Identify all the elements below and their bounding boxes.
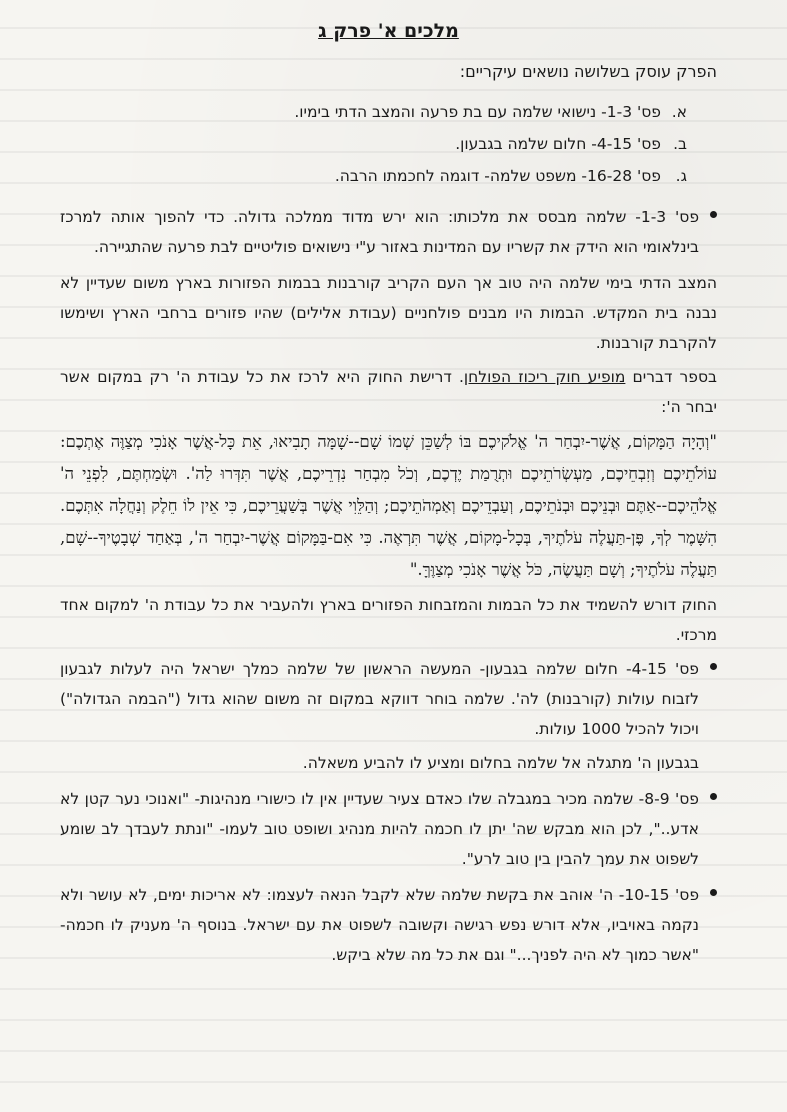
bullet-icon xyxy=(710,889,717,896)
bullet-icon xyxy=(710,211,717,218)
topic-text: פס' 4-15- חלום שלמה בגבעון. xyxy=(455,135,661,153)
topic-item xyxy=(60,128,687,160)
religious-state-paragraph: המצב הדתי בימי שלמה היה טוב אך העם הקריב קורבנות בבמות הפזורות בארץ משום שעדיין לא נבנה בית המקדש. הבמות היו מבנים פולחניים (עבודת אלילים) שהיו פזורים ברחבי הארץ ושימשו להקרבת קורבנות. xyxy=(60,274,717,352)
law-paragraph xyxy=(60,362,717,422)
topic-text: פס' 1-3- נישואי שלמה עם בת פרעה והמצב הדתי בימיו. xyxy=(294,103,661,121)
bullet-icon xyxy=(710,663,717,670)
topic-text: פס' 16-28- משפט שלמה- דוגמה לחכמתו הרבה. xyxy=(334,167,661,185)
section-paragraph: בגבעון ה' מתגלה אל שלמה בחלום ומציע לו להביע משאלה. xyxy=(302,754,699,772)
law-text-start: בספר דברים xyxy=(625,368,717,386)
topics-list xyxy=(60,96,717,192)
topic-mark: א. xyxy=(671,103,687,121)
section-reward xyxy=(60,880,717,970)
bullet-icon xyxy=(710,793,717,800)
law-text-end: . דרישת החוק היא לרכז את כל עבודת ה' רק במקום אשר יבחר ה': xyxy=(60,368,717,416)
section-paragraph: פס' 4-15- חלום שלמה בגבעון- המעשה הראשון של שלמה כמלך ישראל היה לעלות לגבעון לזבוח עולות (קורבנות) לה'. שלמה בוחר דווקא במקום זה משום שהוא גדול ("הבמה הגדולה") ויכול להכיל 1000 עולות. xyxy=(60,660,699,738)
law-conclusion: החוק דורש להשמיד את כל הבמות והמזבחות הפזורים בארץ ולהעביר את כל עבודת ה' למקום אחד מרכזי. xyxy=(60,596,717,644)
section-dream xyxy=(60,654,717,778)
scripture-quote: "וְהָיָה הַמָּקוֹם, אֲשֶׁר-יִבְחַר ה' אֱלֹקיכֶם בּוֹ לְשַׁכֵּן שְׁמוֹ שָׁם--שָׁמָּה תָבִיאוּ, אֵת כָּל-אֲשֶׁר אָנֹכִי מְצַוֶּה אֶתְכֶם: עוֹלֹתֵיכֶם וְזִבְחֵיכֶם, מַעְשְׂרֹתֵיכֶם וּתְרֻמַת יֶדְכֶם, וְכֹל מִבְחַר נִדְרֵיכֶם, אֲשֶׁר תִּדְּרוּ לַה'. וּשְׂמַחְתֶּם, לִפְנֵי ה' אֱלֹהֵיכֶם--אַתֶּם וּבְנֵיכֶם וּבְנֹתֵיכֶם, וְעַבְדֵיכֶם וְאַמְהֹתֵיכֶם; וְהַלֵּוִי אֲשֶׁר בְּשַׁעֲרֵיכֶם, כִּי אֵין לוֹ חֵלֶק וְנַחֲלָה אִתְּכֶם. הִשָּׁמֶר לְךָ, פֶּן-תַּעֲלֶה עֹלֹתֶיךָ, בְּכָל-מָקוֹם, אֲשֶׁר תִּרְאֶה. כִּי אִם-בַּמָּקוֹם אֲשֶׁר-יִבְחַר ה', בְּאַחַד שְׁבָטֶיךָ--שָׁם, תַּעֲלֶה עֹלֹתֶיךָ; וְשָׁם תַּעֲשֶׂה, כֹּל אֲשֶׁר אָנֹכִי מְצַוֶּךָּ." xyxy=(60,432,717,579)
section-marriage xyxy=(60,202,717,262)
topic-mark: ב. xyxy=(673,135,687,153)
page-title: מלכים א' פרק ג xyxy=(318,20,459,42)
intro-text: הפרק עוסק בשלושה נושאים עיקריים: xyxy=(459,62,717,81)
topic-item xyxy=(60,96,687,128)
section-request xyxy=(60,784,717,874)
sections-list xyxy=(60,202,717,262)
topic-mark: ג. xyxy=(675,167,687,185)
section-paragraph: פס' 1-3- שלמה מבסס את מלכותו: הוא ירש מדוד ממלכה גדולה. כדי להפוך אותה למרכז בינלאומי הוא הידק את קשריו עם המדינות באזור ע"י נישואים פוליטיים לבת פרעה שהתגיירה. xyxy=(60,208,699,256)
sections-list-2 xyxy=(60,654,717,970)
section-paragraph: פס' 8-9- שלמה מכיר במגבלה שלו כאדם צעיר שעדיין אין לו כישורי מנהיגות- "ואנוכי נער קטן לא אדע..", לכן הוא מבקש שה' יתן לו חכמה להיות מנהיג ושופט טוב לעמו- "ונתת לעבדך לב שומע לשפוט את עמך להבין בין טוב לרע". xyxy=(60,790,699,868)
law-underlined: מופיע חוק ריכוז הפולחן xyxy=(463,368,626,386)
topic-item xyxy=(60,160,687,192)
section-paragraph: פס' 10-15- ה' אוהב את בקשת שלמה שלא לקבל הנאה לעצמו: לא אריכות ימים, לא עושר ולא נקמה באויביו, אלא דורש נפש רגישה וקשובה לשפוט את עם ישראל. בנוסף ה' מעניק לו חכמה- "אשר כמוך לא היה לפניך..." וגם את כל מה שלא ביקש. xyxy=(60,886,699,964)
